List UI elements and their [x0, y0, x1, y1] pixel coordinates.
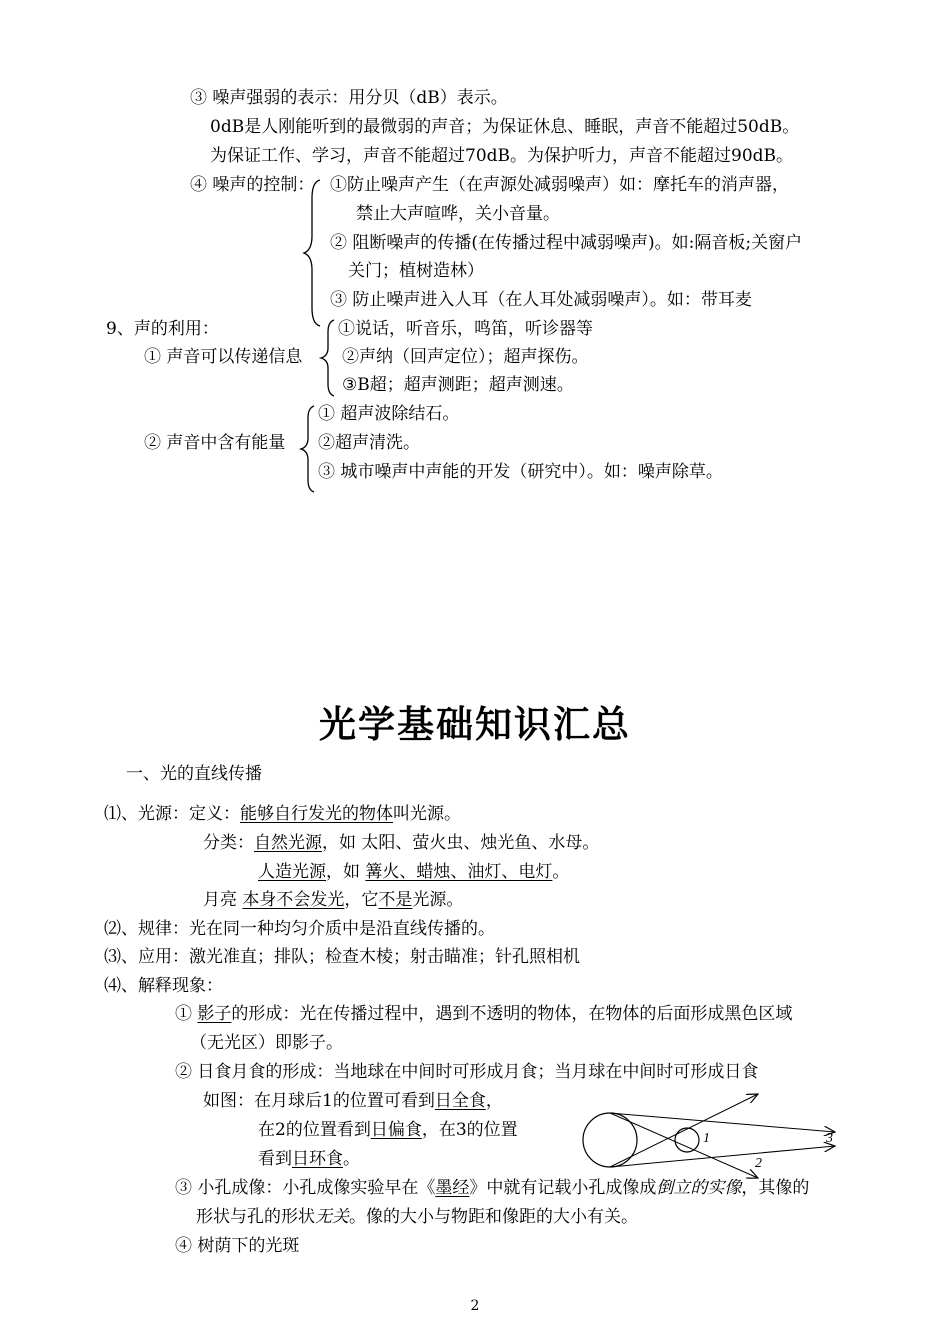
light-application: ⑶、应用：激光准直；排队；检查木棱；射击瞄准；针孔照相机: [104, 947, 580, 967]
shadow-formation-2: （无光区）即影子。: [190, 1033, 343, 1053]
sound-info-1: ①说话，听音乐，鸣笛，听诊器等: [338, 319, 593, 339]
sound-energy-2: ②超声清洗。: [318, 433, 420, 453]
shadow-formation: ① 影子的形成：光在传播过程中，遇到不透明的物体，在物体的后面形成黑色区域: [175, 1004, 793, 1024]
sound-info-label: ① 声音可以传递信息: [144, 347, 303, 367]
eclipse-diagram: [580, 1088, 850, 1178]
eclipse-figure-text-2: 在2的位置看到日偏食，在3的位置: [258, 1120, 518, 1140]
page-number: 2: [470, 1298, 480, 1314]
noise-control-label: ④ 噪声的控制：: [190, 175, 315, 195]
figure-label-1: 1: [703, 1131, 710, 1146]
page-title: 光学基础知识汇总: [319, 703, 631, 746]
eclipse-figure-text-3: 看到日环食。: [258, 1149, 360, 1169]
sound-use-heading: 9、声的利用：: [106, 319, 219, 339]
figure-label-3: 3: [826, 1131, 833, 1146]
sound-energy-3: ③ 城市噪声中声能的开发（研究中）。如：噪声除草。: [318, 462, 723, 482]
sound-info-3: ③B超；超声测距；超声测速。: [342, 375, 574, 395]
noise-control-3: ③ 防止噪声进入人耳（在人耳处减弱噪声）。如：带耳麦: [330, 290, 752, 310]
phenomena-heading: ⑷、解释现象：: [104, 976, 223, 996]
noise-0db-line: 0dB是人刚能听到的最微弱的声音；为保证休息、睡眠，声音不能超过50dB。: [210, 117, 800, 137]
noise-level-line: ③ 噪声强弱的表示：用分贝（dB）表示。: [190, 88, 508, 108]
sound-energy-1: ① 超声波除结石。: [318, 404, 460, 424]
light-source-artificial: 人造光源，如 篝火、蜡烛、油灯、电灯。: [258, 862, 570, 882]
sound-energy-label: ② 声音中含有能量: [144, 433, 286, 453]
figure-label-2: 2: [755, 1156, 762, 1171]
noise-70db-line: 为保证工作、学习，声音不能超过70dB。为保护听力，声音不能超过90dB。: [210, 146, 794, 166]
brace-energy: [298, 404, 318, 494]
eclipse-formation: ② 日食月食的形成：当地球在中间时可形成月食；当月球在中间时可形成日食: [175, 1062, 759, 1082]
pinhole-imaging-2: 形状与孔的形状无关。像的大小与物距和像距的大小有关。: [196, 1207, 638, 1227]
tree-shade-spots: ④ 树荫下的光斑: [175, 1236, 300, 1256]
brace-noise-control: [300, 178, 324, 328]
sound-info-2: ②声纳（回声定位）；超声探伤。: [342, 347, 589, 367]
noise-control-1a: ①防止噪声产生（在声源处减弱噪声）如：摩托车的消声器，: [330, 175, 789, 195]
light-source-definition: ⑴、光源：定义：能够自行发光的物体叫光源。: [104, 804, 461, 824]
noise-control-2a: ② 阻断噪声的传播(在传播过程中减弱噪声)。如:隔音板;关窗户: [330, 233, 803, 253]
light-law: ⑵、规律：光在同一种均匀介质中是沿直线传播的。: [104, 919, 495, 939]
brace-info: [318, 318, 338, 398]
moon-not-light-source: 月亮 本身不会发光，它不是光源。: [203, 890, 464, 910]
moon-circle: [675, 1128, 699, 1152]
pinhole-imaging: ③ 小孔成像：小孔成像实验早在《墨经》中就有记载小孔成像成倒立的实像，其像的: [175, 1178, 810, 1198]
light-source-natural: 分类：自然光源，如 太阳、萤火虫、烛光鱼、水母。: [203, 833, 600, 853]
noise-control-2b: 关门；植树造林）: [348, 261, 484, 281]
optics-section-heading: 一、光的直线传播: [126, 764, 262, 784]
noise-control-1b: 禁止大声喧哗，关小音量。: [356, 204, 560, 224]
eclipse-figure-text-1: 如图：在月球后1的位置可看到日全食，: [203, 1091, 503, 1111]
